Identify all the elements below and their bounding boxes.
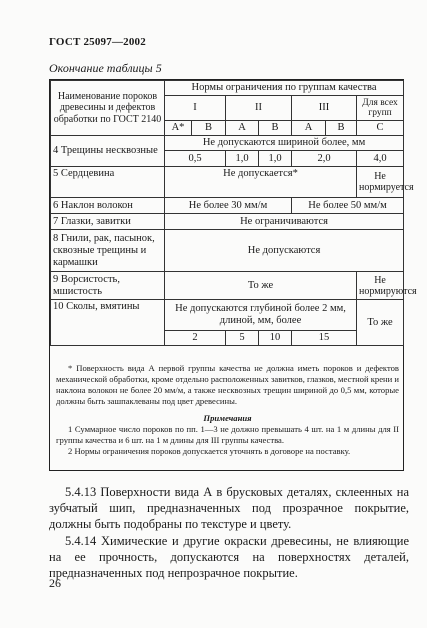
subcol-header: C: [357, 121, 404, 136]
row-name-grain: 6 Наклон волокон: [51, 198, 165, 214]
norms-header: Нормы ограничения по группам качества: [165, 81, 404, 96]
cell-value: 15: [292, 331, 357, 346]
cell-value: 0,5: [165, 151, 226, 167]
row-name-cracks: 4 Трещины несквозные: [51, 136, 165, 167]
row-knots-main: Не ограничиваются: [165, 214, 404, 230]
row-chips-extra: То же: [357, 300, 404, 346]
subcol-header: A: [226, 121, 259, 136]
table-frame: [49, 79, 417, 471]
cell-value: 1,0: [259, 151, 292, 167]
row-name-chips: 10 Сколы, вмятины: [51, 300, 165, 346]
col-name-header: Наименование пороков древесины и дефектов обработки по ГОСТ 2140: [51, 81, 165, 136]
subcol-header: B: [192, 121, 226, 136]
group-i-header: I: [165, 96, 226, 121]
row-grain-right: Не более 50 мм/м: [292, 198, 404, 214]
note-item: 1 Суммарное число пороков по пп. 1—3 не должно превышать 4 шт. на 1 м длины для II группы качества и 6 шт. на 1 м длины для III группы качества.: [56, 424, 399, 445]
group-all-header: Для всех групп: [357, 96, 404, 121]
row-pith-extra: Не нормируется: [357, 167, 404, 198]
cell-value: 2,0: [292, 151, 357, 167]
row-chips-limit-text: Не допускаются глубиной более 2 мм, длиной, мм, более: [165, 300, 357, 331]
cell-value: 2: [165, 331, 226, 346]
row-rot-main: Не допускаются: [165, 230, 404, 272]
row-grain-left: Не более 30 мм/м: [165, 198, 292, 214]
paragraph: 5.4.13 Поверхности вида А в брусковых деталях, склеенных на зубчатый шип, предназначенных под прозрачное покрытие, должны быть подобраны по текстуре и цвету.: [49, 485, 409, 531]
cell-value: 4,0: [357, 151, 404, 167]
row-pith-main: Не допускается*: [165, 167, 357, 198]
subcol-header: A*: [165, 121, 192, 136]
row-name-pith: 5 Сердцевина: [51, 167, 165, 198]
table-notes: [56, 363, 399, 457]
row-name-knots: 7 Глазки, завитки: [51, 214, 165, 230]
page-number: 26: [49, 576, 61, 590]
subcol-header: A: [292, 121, 326, 136]
notes-title: Примечания: [203, 413, 252, 423]
paragraph: 5.4.14 Химические и другие окраски древесины, не влияющие на ее прочность, допускаются на поверхностях деталей, предназначенных под непрозрачное покрытие.: [49, 534, 409, 580]
subcol-header: B: [259, 121, 292, 136]
group-ii-header: II: [226, 96, 292, 121]
cell-value: 1,0: [226, 151, 259, 167]
subcol-header: B: [326, 121, 357, 136]
group-iii-header: III: [292, 96, 357, 121]
cell-value: 10: [259, 331, 292, 346]
cell-value: 5: [226, 331, 259, 346]
row-name-rot: 8 Гнили, рак, пасынок, сквозные трещины и кармашки: [51, 230, 165, 272]
note-item: 2 Нормы ограничения пороков допускается уточнять в договоре на поставку.: [68, 446, 351, 456]
row-fuzziness-main: То же: [165, 272, 357, 300]
table-caption: Окончание таблицы 5: [49, 61, 162, 75]
row-fuzziness-extra: Не нормируются: [357, 272, 404, 300]
defects-table: [50, 80, 417, 346]
table-footnote: * Поверхность вида А первой группы качества не должна иметь пороков и дефектов механической обработки, кроме отдельно расположенных завитков, глазков, местной крени и наклона волокон не более 20 мм/м, а также несквозных трещин шириной до 0,5 мм, которые должны быть зашпаклеваны под цвет древесины.: [56, 363, 399, 406]
row-cracks-limit-text: Не допускаются шириной более, мм: [165, 136, 404, 151]
body-text: [49, 484, 409, 582]
standard-header: ГОСТ 25097—2002: [49, 36, 146, 48]
row-name-fuzziness: 9 Ворсистость, мшистость: [51, 272, 165, 300]
